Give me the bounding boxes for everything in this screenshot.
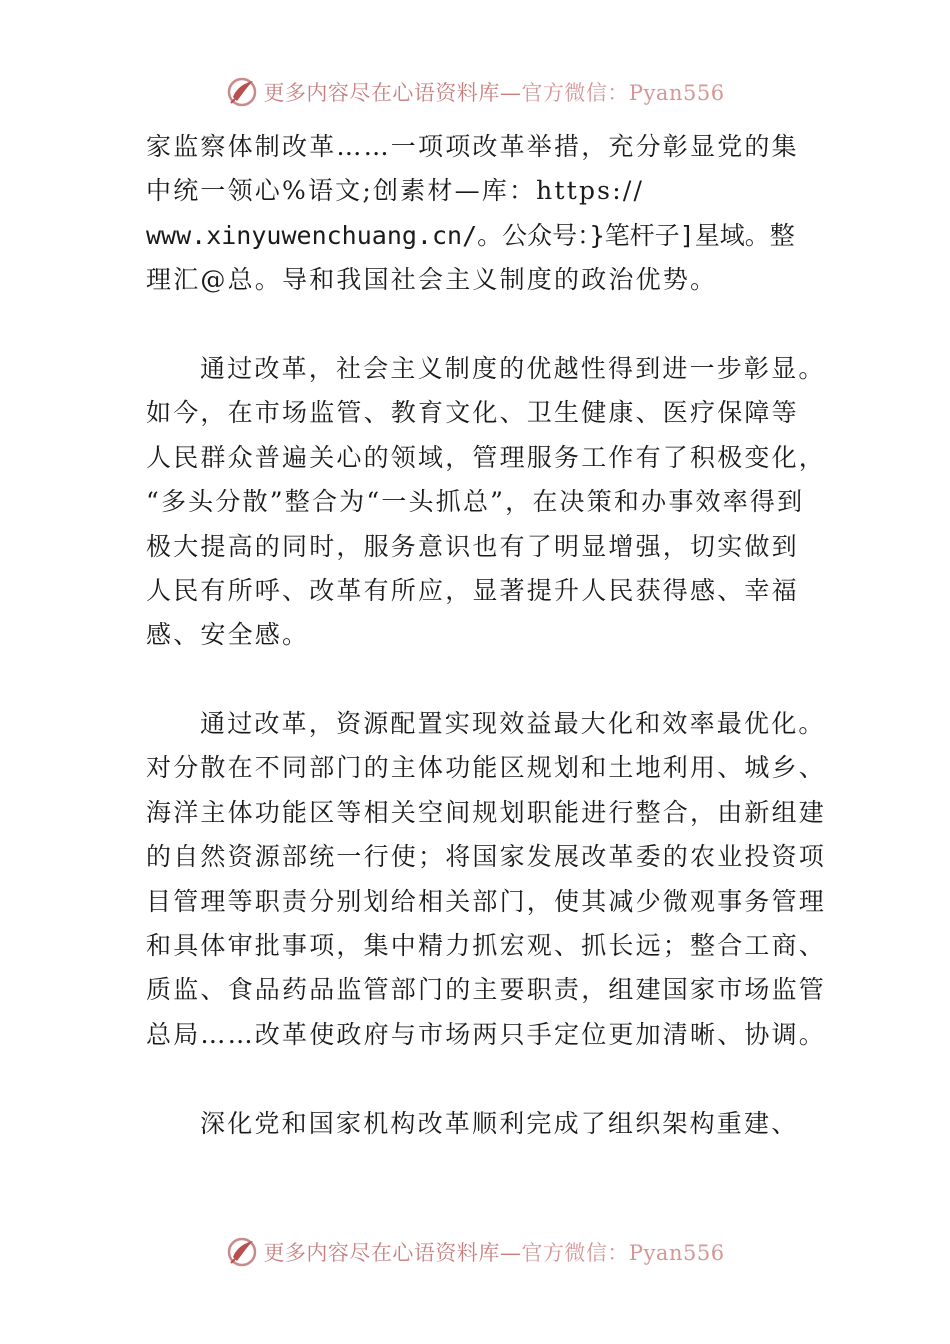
paragraph-1	[146, 125, 836, 303]
text-line: 人民群众普遍关心的领域，管理服务工作有了积极变化，	[146, 442, 827, 472]
brand-logo-icon	[225, 1235, 259, 1269]
footer-banner	[0, 1232, 950, 1272]
banner-wechat-text: 官方微信：Pyan556	[521, 1241, 725, 1265]
banner-text	[263, 77, 724, 107]
paragraph-gap	[146, 303, 836, 347]
banner-wechat-text: 官方微信：Pyan556	[521, 81, 725, 105]
text-line: 如今，在市场监管、教育文化、卫生健康、医疗保障等	[146, 398, 799, 428]
text-line: 通过改革，社会主义制度的优越性得到进一步彰显。	[200, 353, 826, 383]
paragraph-4	[146, 1102, 836, 1146]
text-line: 人民有所呼、改革有所应，显著提升人民获得感、幸福	[146, 575, 799, 605]
text-line: 深化党和国家机构改革顺利完成了组织架构重建、	[200, 1108, 799, 1138]
banner-inner	[225, 1235, 724, 1269]
banner-inner	[225, 75, 724, 109]
text-line: 对分散在不同部门的主体功能区规划和土地利用、城乡、	[146, 753, 827, 783]
text-line: 目管理等职责分别划给相关部门，使其减少微观事务管理	[146, 886, 827, 916]
text-line: “多头分散”整合为“一头抓总”，在决策和办事效率得到	[146, 487, 805, 517]
paragraph-2	[146, 347, 836, 658]
banner-text	[263, 1237, 724, 1267]
text-line: 理汇@总。导和我国社会主义制度的政治优势。	[146, 265, 718, 295]
text-line: 极大提高的同时，服务意识也有了明显增强，切实做到	[146, 531, 799, 561]
text-line: 家监察体制改革……一项项改革举措，充分彰显党的集	[146, 132, 799, 161]
brand-logo-icon	[225, 75, 259, 109]
banner-main-text: 更多内容尽在心语资料库	[263, 81, 500, 105]
banner-separator: —	[499, 81, 522, 105]
paragraph-3	[146, 702, 836, 1057]
text-line: 海洋主体功能区等相关空间规划职能进行整合，由新组建	[146, 797, 827, 827]
paragraph-gap	[146, 658, 836, 702]
text-line: 总局……改革使政府与市场两只手定位更加清晰、协调。	[146, 1019, 827, 1049]
text-line: 质监、食品药品监管部门的主要职责，组建国家市场监管	[146, 975, 827, 1005]
text-line: 的自然资源部统一行使；将国家发展改革委的农业投资项	[146, 842, 827, 872]
text-line: 通过改革，资源配置实现效益最大化和效率最优化。	[200, 709, 826, 739]
text-line-url: www.xinyuwenchuang.cn/。公众号：}笔杆子]星域。整	[146, 220, 795, 250]
banner-main-text: 更多内容尽在心语资料库	[263, 1241, 500, 1265]
text-line: 感、安全感。	[146, 620, 310, 650]
header-banner	[0, 72, 950, 112]
banner-separator: —	[499, 1241, 522, 1265]
document-body	[146, 125, 836, 1146]
text-line: 和具体审批事项，集中精力抓宏观、抓长远；整合工商、	[146, 931, 827, 961]
paragraph-gap	[146, 1057, 836, 1101]
text-line: 中统一领心%语文;创素材—库：https://	[146, 176, 645, 206]
